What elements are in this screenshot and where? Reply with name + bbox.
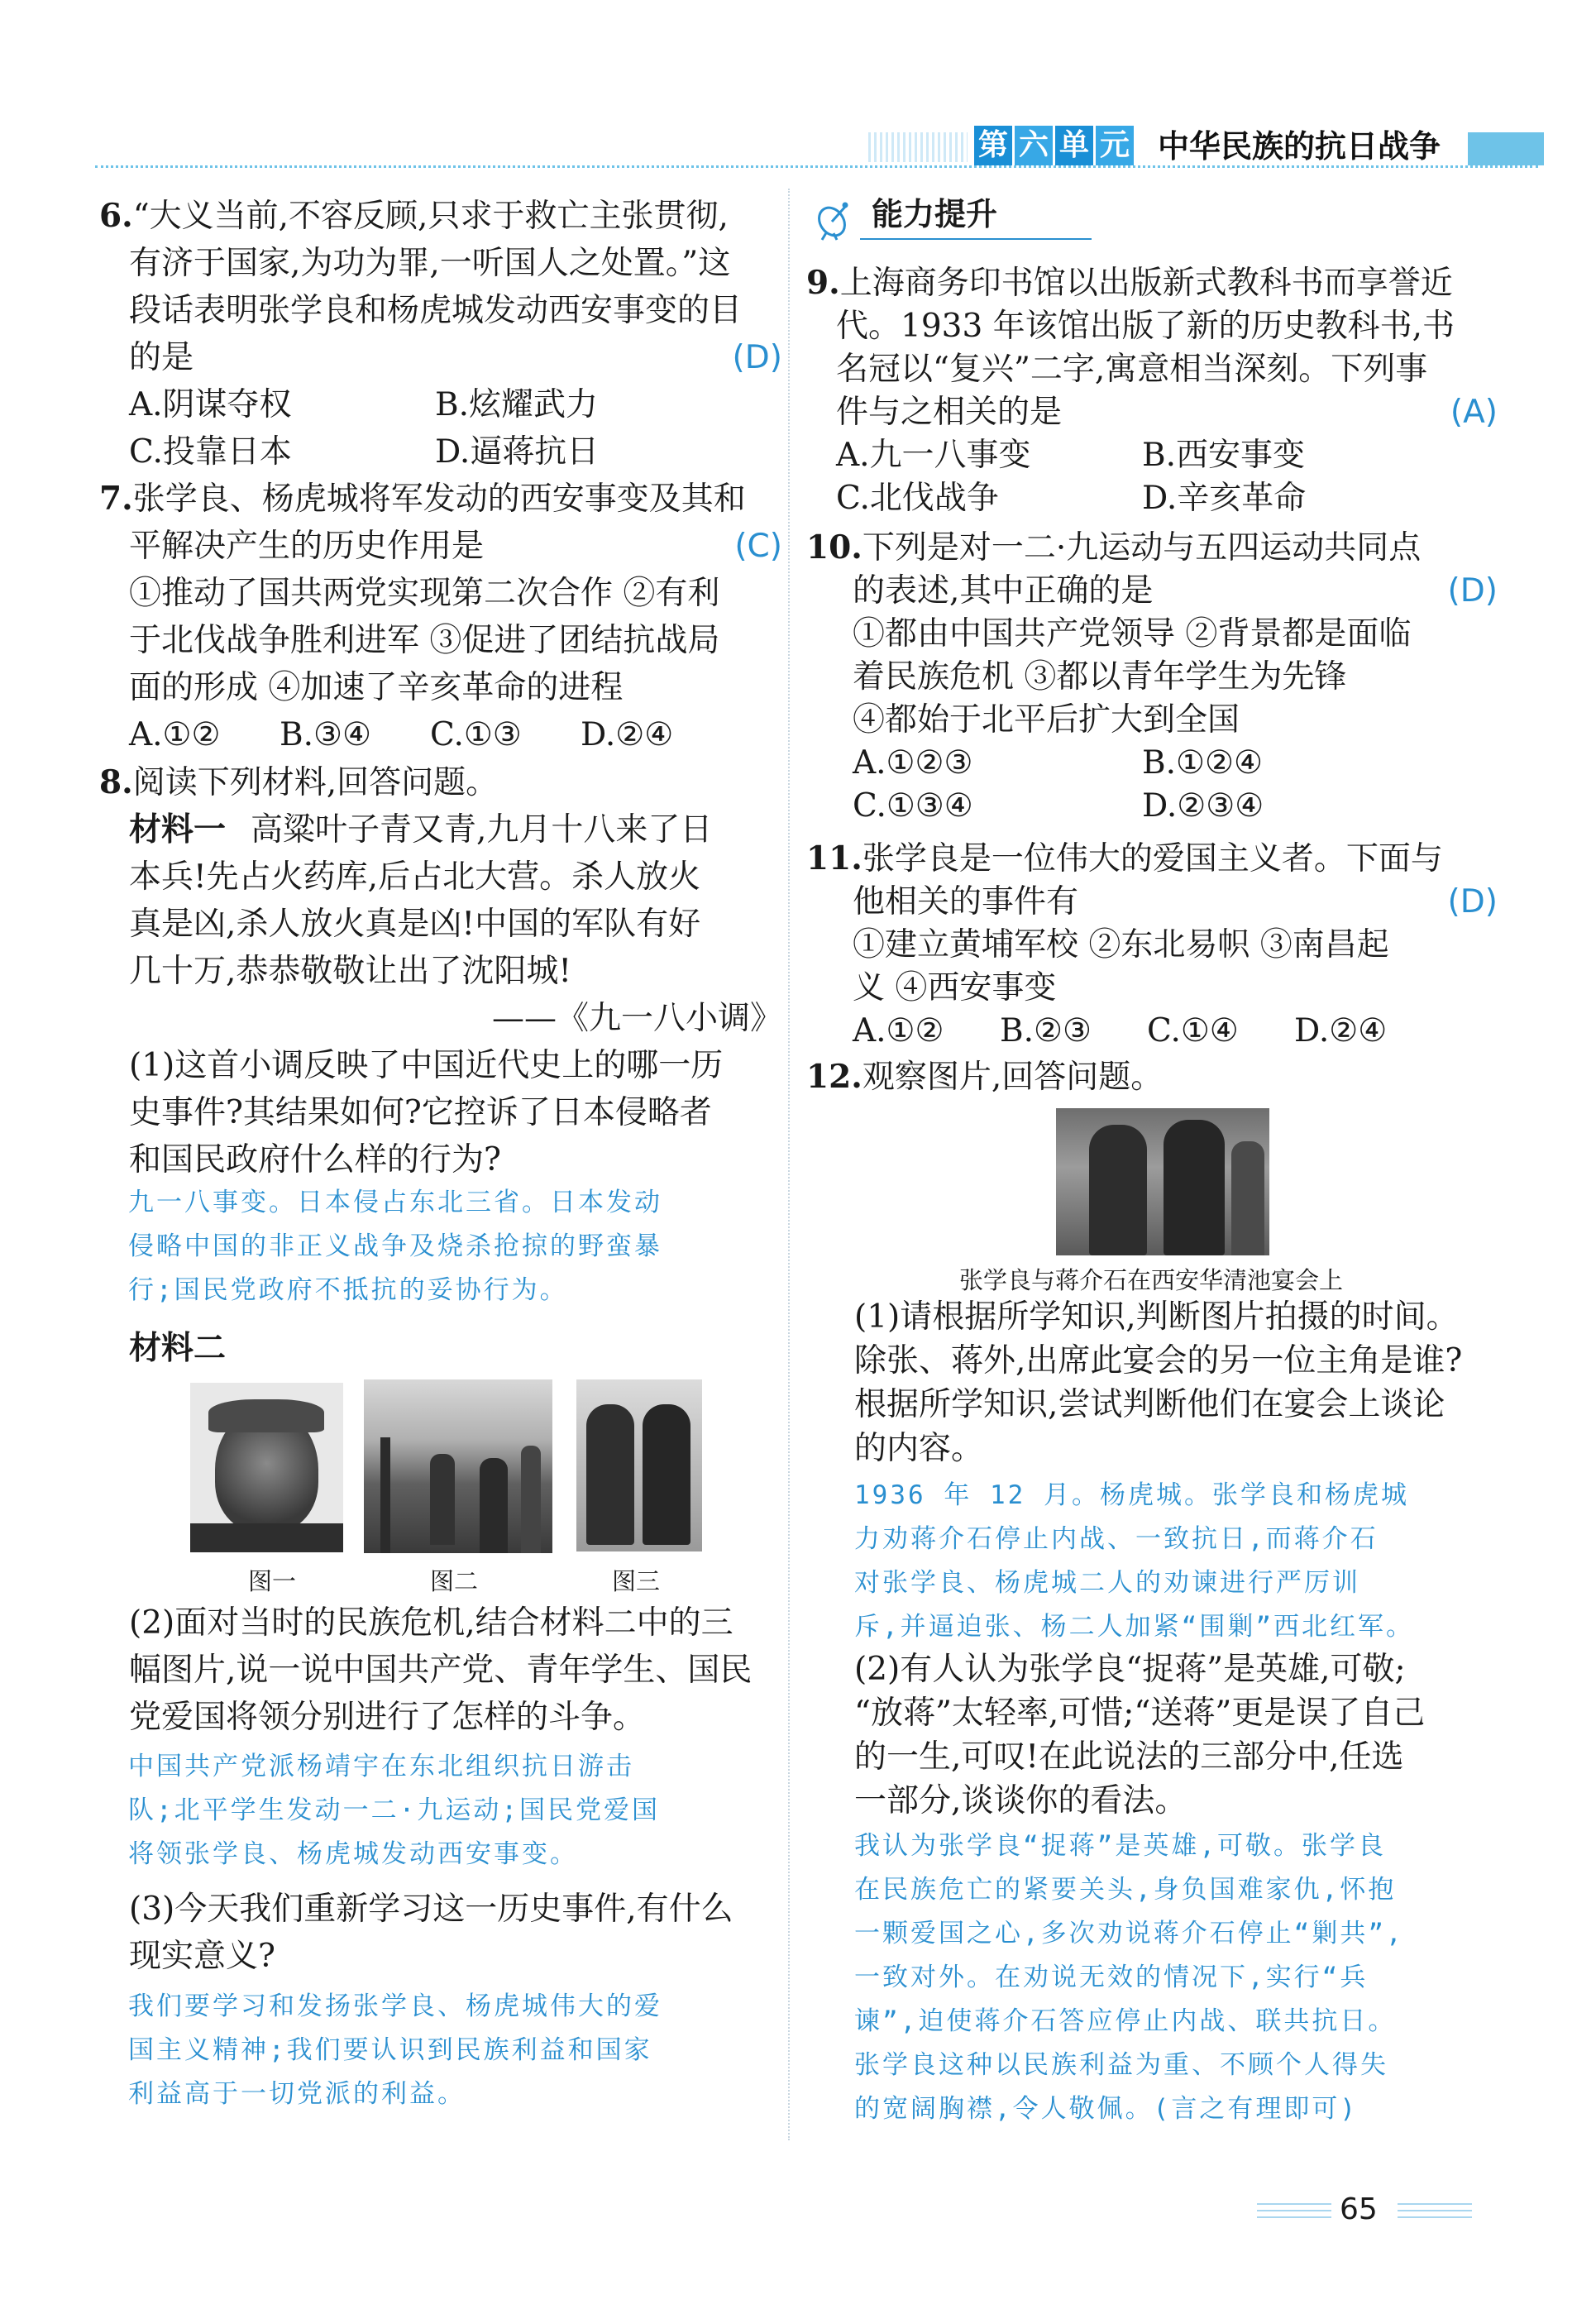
answer-12-1: 1936 年 12 月。杨虎城。张学良和杨虎城 力劝蒋介石停止内战、一致抗日,而蒋介石 对张学良、杨虎城二人的劝谏进行严厉训 斥,并逼迫张、杨二人加紧“围剿”西北红军。 [854,1480,1414,1642]
header-stripes [868,132,968,162]
xian-banquet-photo [1056,1108,1269,1255]
material-1-source: ——《九一八小调》 [491,1000,782,1037]
column-divider [788,189,790,2140]
unit-label [974,126,1144,167]
material-1-label: 材料一 [129,811,227,849]
answer-8-2: 中国共产党派杨靖宇在东北组织抗日游击 队;北平学生发动一二·九运动;国民党爱国 将领张学良、杨虎城发动西安事变。 [128,1752,660,1869]
footer-lines-left [1257,2202,1331,2218]
answer-key: (D) [732,339,782,376]
header-color-bar [1468,132,1544,165]
satellite-icon [814,195,850,238]
page-number: 65 [1340,2192,1378,2226]
unit-label-char: 元 [1096,126,1134,165]
figure-1-caption: 图一 [248,1567,297,1595]
answer-8-1: 九一八事变。日本侵占东北三省。日本发动 侵略中国的非正义战争及烧杀抢掠的野蛮暴 行;国民党政府不抵抗的妥协行为。 [128,1188,662,1305]
question-8: 8.阅读下列材料,回答问题。 材料一 高粱叶子青又青,九月十八来了日 本兵!先占火药库,后占北大营。杀人放火 真是凶,杀人放火真是凶!中国的军队有好 几十万,恭恭敬敬让出了沈阳城! ——《九一八小调》 (1)这首小调反映了中国近代史上的哪一历 史事件?其结果如何?它控诉了日本侵略者 和国民政府什么样的行为? [99,763,782,1179]
question-6: 6.“大义当前,不容反顾,只求于救亡主张贯彻, 有济于国家,为功为罪,一听国人之处置。”这 段话表明张学良和杨虎城发动西安事变的目 的是 (D) A.阴谋夺权 B.炫耀武力 C.投靠日本 D.逼蒋抗日 [99,197,782,471]
figure-1-photo [190,1383,343,1552]
section-underline [860,238,1092,240]
answer-key: (D) [1447,572,1498,610]
question-number: 10. [806,528,863,567]
answer-key: (D) [1447,883,1498,920]
unit-label-char: 单 [1055,126,1093,165]
question-10: 10.下列是对一二·九运动与五四运动共同点 的表述,其中正确的是 (D) ①都由中国共产党领导 ②背景都是面临 着民族危机 ③都以青年学生为先锋 ④都始于北平后扩大到全国 A.①②③ B.①②④ C.①③④ D.②③④ [806,528,1498,825]
question-number: 12. [806,1058,863,1096]
question-8-2: (2)面对当时的民族危机,结合材料二中的三 幅图片,说一说中国共产党、青年学生、国民 党爱国将领分别进行了怎样的斗争。 [129,1604,753,1736]
question-12-1: (1)请根据所学知识,判断图片拍摄的时间。 除张、蒋外,出席此宴会的另一位主角是谁? 根据所学知识,尝试判断他们在宴会上谈论 的内容。 [854,1298,1463,1467]
figure-2-photo [364,1379,552,1553]
figure-3-photo [576,1379,702,1551]
question-7: 7.张学良、杨虎城将军发动的西安事变及其和 平解决产生的历史作用是 (C) ①推动了国共两党实现第二次合作 ②有利 于北伐战争胜利进军 ③促进了团结抗战局 面的形成 ④加速了辛亥革命的进程 A.①② B.③④ C.①③ D.②④ [99,480,782,753]
question-number: 7. [99,480,133,518]
question-12: 12.观察图片,回答问题。 [806,1058,1164,1096]
answer-key: (A) [1450,394,1498,431]
figure-2-caption: 图二 [430,1567,479,1595]
footer-lines-right [1398,2202,1472,2218]
question-11: 11.张学良是一位伟大的爱国主义者。下面与 他相关的事件有 (D) ①建立黄埔军校 ②东北易帜 ③南昌起 义 ④西安事变 A.①② B.②③ C.①④ D.②④ [806,839,1498,1049]
answer-8-3: 我们要学习和发扬张学良、杨虎城伟大的爱 国主义精神;我们要认识到民族利益和国家 利益高于一切党派的利益。 [128,1991,662,2109]
question-12-2: (2)有人认为张学良“捉蒋”是英雄,可敬; “放蒋”太轻率,可惜;“送蒋”更是误了自己 的一生,可叹!在此说法的三部分中,任选 一部分,谈谈你的看法。 [854,1651,1426,1819]
unit-label-char: 第 [974,126,1012,165]
photo-caption: 张学良与蒋介石在西安华清池宴会上 [959,1266,1344,1294]
unit-title: 中华民族的抗日战争 [1158,128,1441,165]
material-2-label: 材料二 [129,1330,227,1367]
answer-key: (C) [734,528,782,565]
section-header [810,192,1108,243]
question-number: 8. [99,763,133,801]
figure-3-caption: 图三 [612,1567,661,1595]
question-number: 11. [806,839,863,877]
question-9: 9.上海商务印书馆以出版新式教科书而享誉近 代。1933 年该馆出版了新的历史教科书,书 名冠以“复兴”二字,寓意相当深刻。下列事 件与之相关的是 (A) A.九一八事变 B.西安事变 C.北伐战争 D.辛亥革命 [806,264,1498,517]
section-title: 能力提升 [872,196,998,232]
question-number: 9. [806,264,840,302]
question-8-3: (3)今天我们重新学习这一历史事件,有什么 现实意义? [129,1891,733,1975]
answer-12-2: 我认为张学良“捉蒋”是英雄,可敬。张学良 在民族危亡的紧要关头,身负国难家仇,怀抱 一颗爱国之心,多次劝说蒋介石停止“剿共”, 一致对外。在劝说无效的情况下,实行“兵 谏”,迫使蒋介石答应停止内战、联共抗日。 张学良这种以民族利益为重、不顾个人得失 的宽阔胸襟,令人敬佩。(言之有理即可) [854,1831,1404,2124]
unit-label-char: 六 [1015,126,1053,165]
question-number: 6. [99,197,133,235]
